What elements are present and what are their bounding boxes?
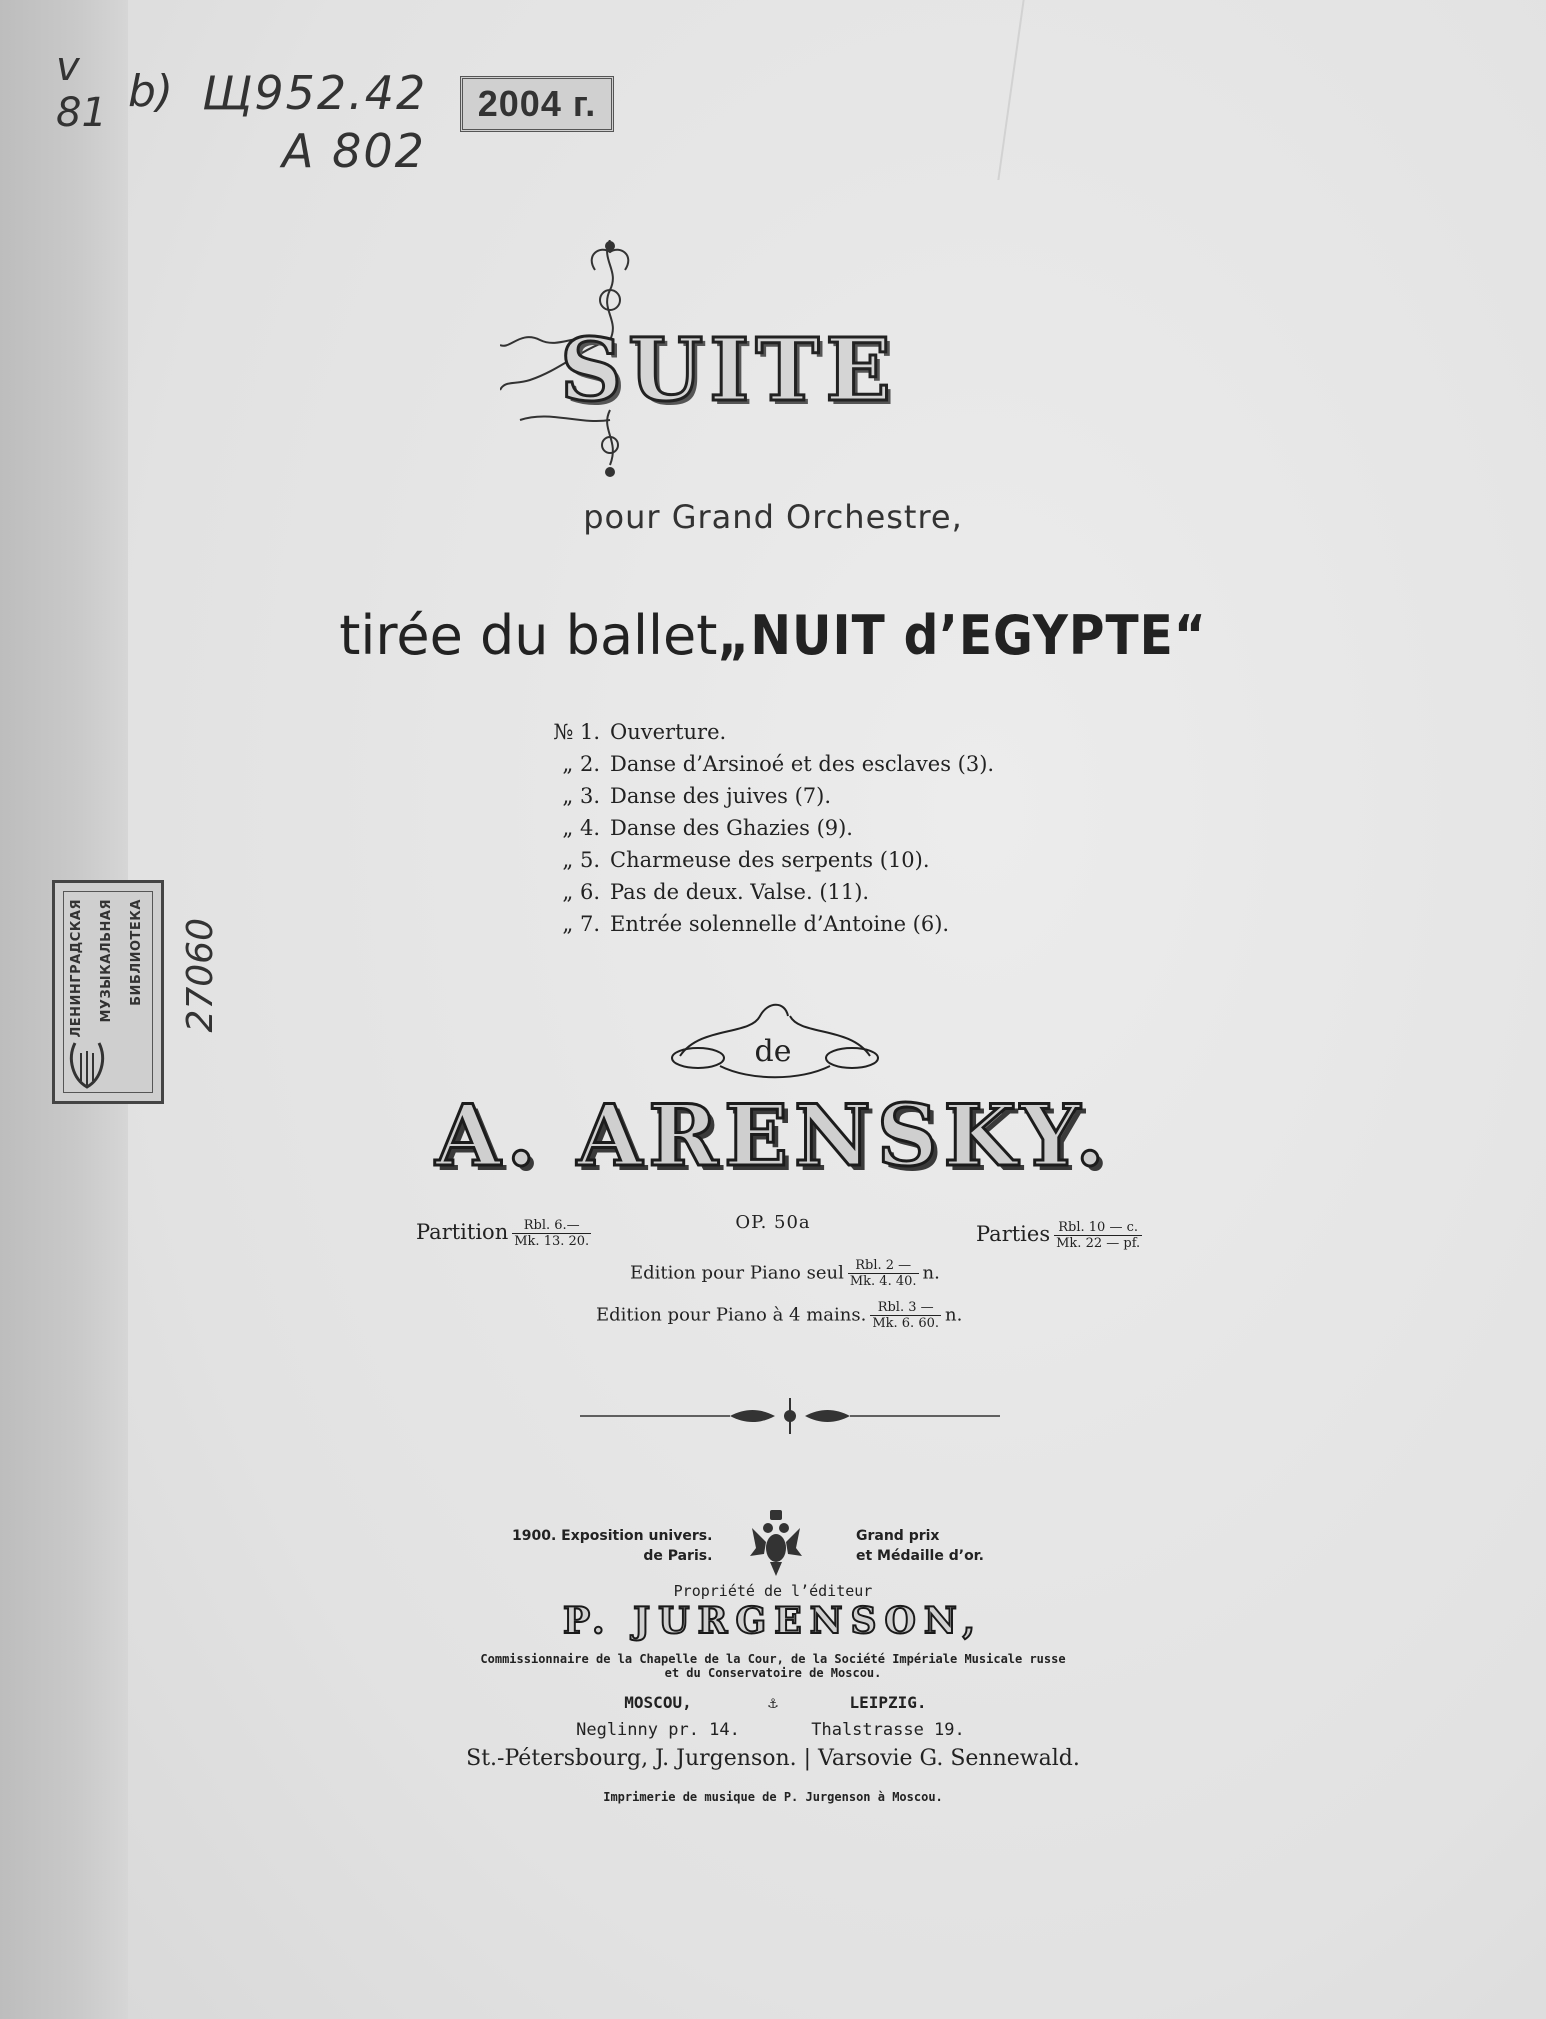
exposition-line2: de Paris.	[643, 1548, 713, 1564]
contents-number: „ 2.	[562, 752, 600, 776]
publisher-name: P. JURGENSON,	[562, 1600, 984, 1642]
contents-title: Entrée solennelle d’Antoine (6).	[610, 912, 950, 936]
exposition-right	[856, 1526, 984, 1566]
divider-ornament	[580, 1396, 1000, 1436]
publisher-commission	[0, 1652, 1546, 1680]
piano-duet-suffix: n.	[945, 1304, 963, 1326]
contents-item	[526, 876, 994, 908]
partition-price	[416, 1218, 595, 1249]
contents-title: Danse des juives (7).	[610, 784, 832, 808]
parties-price	[976, 1220, 1146, 1251]
publisher-cities	[0, 1693, 1546, 1712]
handwritten-check-marks: v 81	[56, 44, 107, 136]
contents-item	[526, 812, 994, 844]
publisher-commission-line1: Commissionnaire de la Chapelle de la Cour, de la Société Impériale Musicale russe	[480, 1652, 1066, 1666]
piano-duet-fraction	[870, 1300, 941, 1331]
exposition-left	[512, 1526, 712, 1566]
orchestra-subtitle: pour Grand Orchestre,	[583, 498, 963, 536]
exposition-medal: et Médaille d’or.	[856, 1548, 984, 1564]
printer-imprint: Imprimerie de musique de P. Jurgenson à Moscou.	[603, 1790, 943, 1804]
exposition-line1: 1900. Exposition univers.	[512, 1528, 713, 1544]
parties-price-rbl: Rbl. 10 — c.	[1054, 1220, 1142, 1236]
city-leipzig: LEIPZIG.	[849, 1693, 927, 1712]
contents-number: „ 4.	[562, 816, 600, 840]
inventory-number: 27060	[180, 918, 221, 1033]
piano-duet-edition	[596, 1300, 962, 1331]
publisher-ownership: Propriété de l’éditeur	[673, 1582, 873, 1600]
address-moscow: Neglinny pr. 14.	[576, 1720, 740, 1740]
library-stamp-line2: МУЗЫКАЛЬНАЯ	[99, 899, 114, 1023]
contents-title: Pas de deux. Valse. (11).	[610, 880, 870, 904]
ballet-name: „NUIT d’EGYPTE“	[717, 604, 1207, 667]
handwritten-shelfmark-line2: A 802	[282, 124, 426, 178]
parties-price-mk: Mk. 22 — pf.	[1056, 1236, 1141, 1251]
contents-title: Ouverture.	[610, 720, 727, 744]
piano-solo-edition	[630, 1258, 940, 1289]
library-stamp	[52, 880, 164, 1104]
by-label: de	[754, 1034, 792, 1069]
contents-number: № 1.	[553, 720, 600, 744]
parties-label: Parties	[976, 1222, 1051, 1246]
parties-price-fraction	[1054, 1220, 1142, 1251]
contents-list	[526, 716, 994, 940]
suite-title: SUITE	[560, 320, 897, 421]
piano-solo-mk: Mk. 4. 40.	[849, 1274, 917, 1289]
contents-item	[526, 844, 994, 876]
partition-price-fraction	[512, 1218, 591, 1249]
handwritten-shelfmark-line1: Щ952.42	[202, 66, 428, 120]
partition-label: Partition	[416, 1220, 509, 1244]
handwritten-b-mark: b)	[128, 66, 174, 117]
publisher-addresses	[0, 1720, 1546, 1740]
composer-name: A. ARENSKY.	[435, 1086, 1111, 1185]
year-stamp: 2004 г.	[460, 76, 614, 132]
contents-number: „ 5.	[562, 848, 600, 872]
ballet-prefix: tirée du ballet	[339, 604, 718, 667]
library-stamp-line3: БИБЛИОТЕКА	[129, 899, 144, 1006]
contents-title: Charmeuse des serpents (10).	[610, 848, 930, 872]
library-stamp-line1: ЛЕНИНГРАДСКАЯ	[69, 899, 84, 1038]
ballet-subtitle	[0, 604, 1546, 667]
contents-item	[526, 716, 994, 748]
contents-title: Danse d’Arsinoé et des esclaves (3).	[610, 752, 995, 776]
anchor-icon: ⚓	[768, 1693, 778, 1712]
publisher-commission-line2: et du Conservatoire de Moscou.	[664, 1666, 882, 1680]
piano-solo-rbl: Rbl. 2 —	[848, 1258, 919, 1274]
address-leipzig: Thalstrasse 19.	[811, 1720, 965, 1740]
exposition-prize: Grand prix	[856, 1528, 940, 1544]
contents-item	[526, 780, 994, 812]
piano-solo-suffix: n.	[922, 1262, 940, 1284]
contents-item	[526, 908, 994, 940]
contents-number: „ 3.	[562, 784, 600, 808]
piano-duet-mk: Mk. 6. 60.	[872, 1316, 939, 1331]
piano-duet-label: Edition pour Piano à 4 mains.	[596, 1304, 867, 1326]
contents-item	[526, 748, 994, 780]
contents-title: Danse des Ghazies (9).	[610, 816, 853, 840]
imperial-eagle-icon	[750, 1508, 802, 1578]
contents-number: „ 7.	[562, 912, 600, 936]
partition-price-rbl: Rbl. 6.—	[512, 1218, 591, 1234]
opus-number: OP. 50a	[735, 1212, 811, 1233]
piano-solo-label: Edition pour Piano seul	[630, 1262, 844, 1284]
partition-price-mk: Mk. 13. 20.	[514, 1234, 590, 1249]
publisher-branches: St.-Pétersbourg, J. Jurgenson. | Varsovie G. Sennewald.	[466, 1746, 1080, 1771]
piano-duet-rbl: Rbl. 3 —	[870, 1300, 941, 1316]
city-moscow: MOSCOU,	[624, 1693, 692, 1712]
piano-solo-fraction	[848, 1258, 919, 1289]
contents-number: „ 6.	[562, 880, 600, 904]
